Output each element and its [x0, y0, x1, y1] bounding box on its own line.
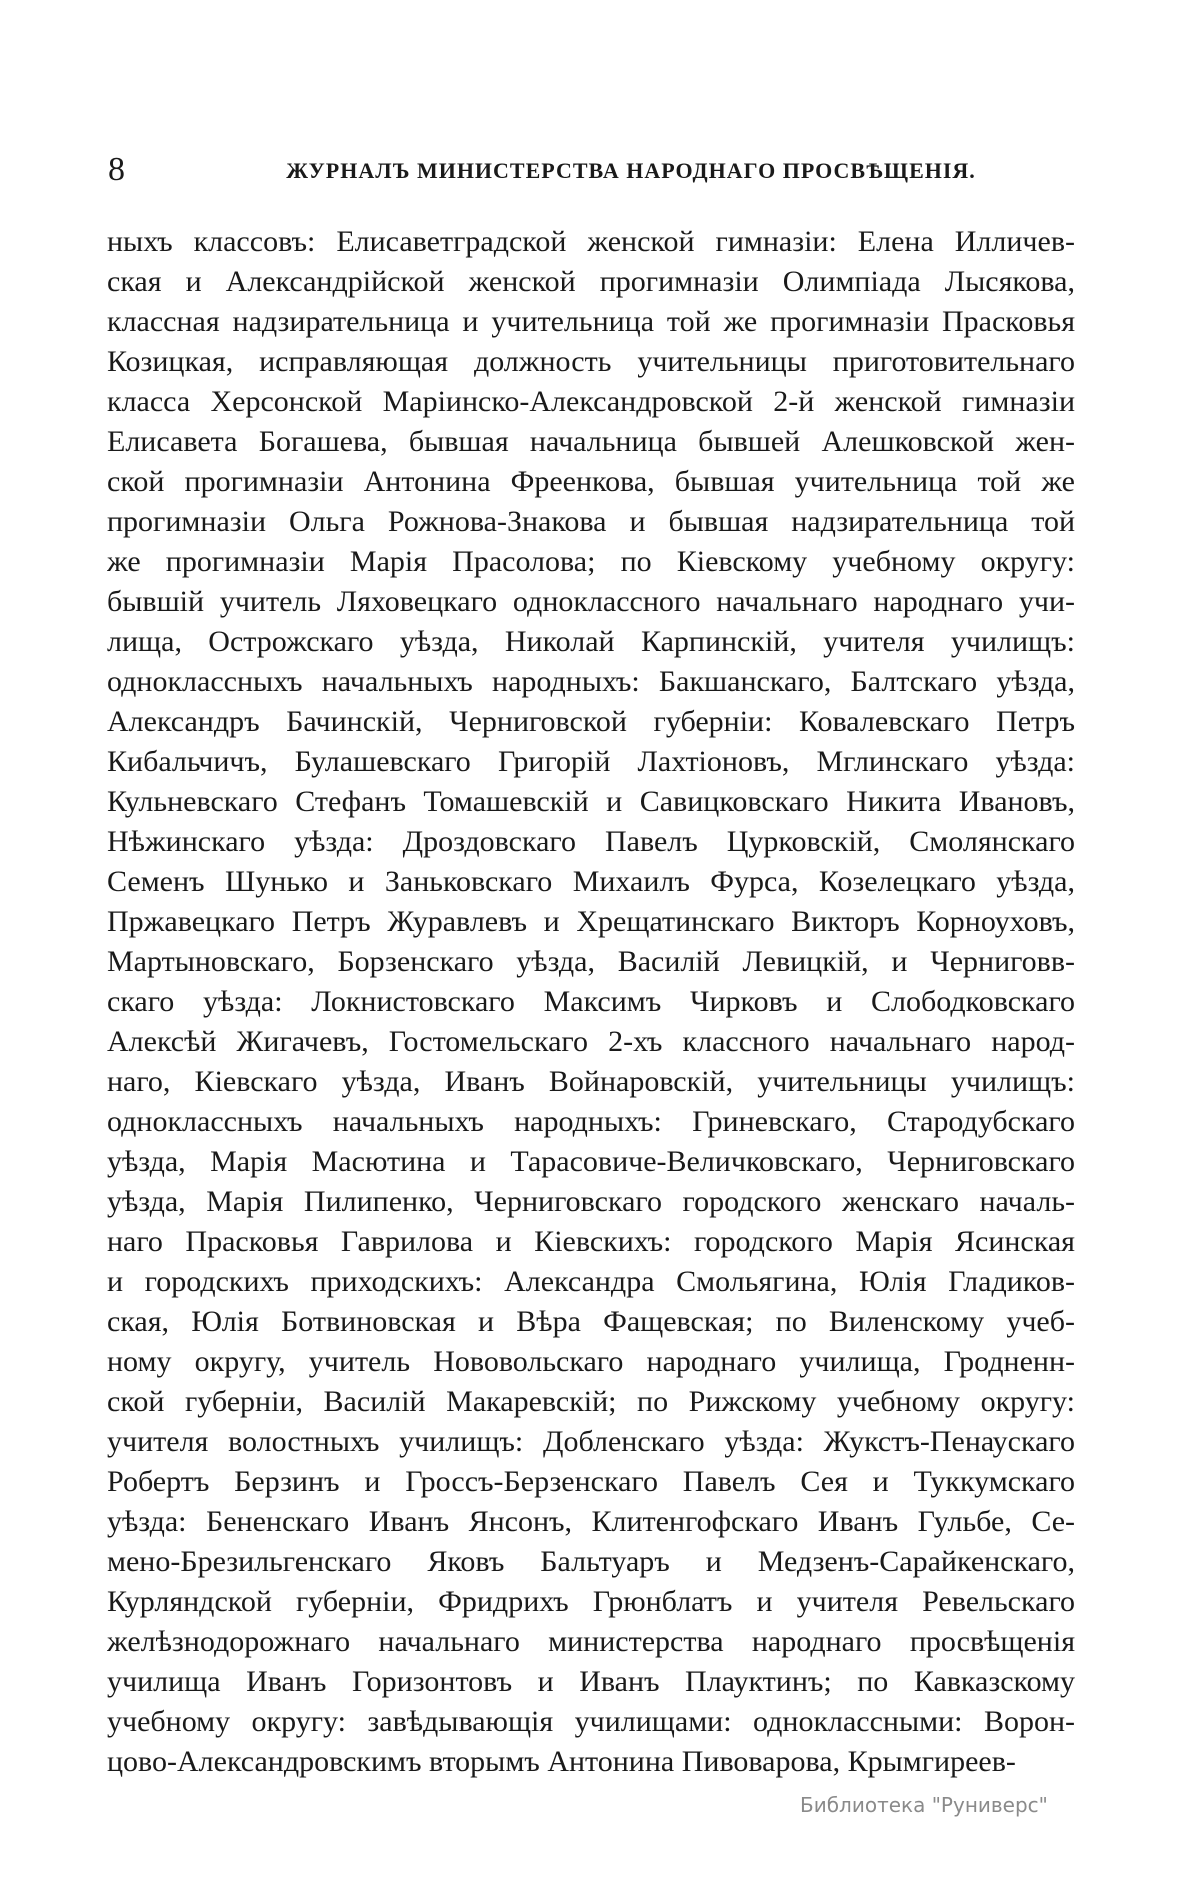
- text-line: одноклассныхъ начальныхъ народныхъ: Гриневскаго, Стародубскаго: [107, 1105, 1075, 1138]
- text-line: и городскихъ приходскихъ: Александра Смольягина, Юлія Гладиков-: [107, 1265, 1075, 1298]
- page-header: [108, 150, 1074, 190]
- text-line: Александръ Бачинскій, Черниговской губерніи: Ковалевскаго Петръ: [107, 705, 1075, 738]
- text-line: бывшій учитель Ляховецкаго одноклассного начальнаго народнаго учи-: [107, 585, 1075, 618]
- text-line: классная надзирательница и учительница той же прогимназіи Прасковья: [107, 305, 1075, 338]
- text-line: Кибальчичъ, Булашевскаго Григорій Лахтіоновъ, Мглинскаго уѣзда:: [107, 745, 1075, 778]
- text-line: класса Херсонской Маріинско-Александровской 2-й женской гимназіи: [107, 385, 1075, 418]
- text-line: уѣзда, Марія Пилипенко, Черниговскаго городского женскаго началь-: [107, 1185, 1075, 1218]
- text-line: ской губерніи, Василій Макаревскій; по Рижскому учебному округу:: [107, 1385, 1075, 1418]
- text-line: скаго уѣзда: Локнистовскаго Максимъ Чирковъ и Слободковскаго: [107, 985, 1075, 1018]
- text-line: уѣзда, Марія Масютина и Тарасовиче-Величковскаго, Черниговскаго: [107, 1145, 1075, 1178]
- text-line: лища, Острожскаго уѣзда, Николай Карпинскій, учителя училищъ:: [107, 625, 1075, 658]
- text-line: ныхъ классовъ: Елисаветградской женской гимназіи: Елена Илличев-: [107, 225, 1075, 258]
- text-line: Кульневскаго Стефанъ Томашевскій и Савицковскаго Никита Ивановъ,: [107, 785, 1075, 818]
- text-line: ской прогимназіи Антонина Фреенкова, бывшая учительница той же: [107, 465, 1075, 498]
- text-line: Мартыновскаго, Борзенскаго уѣзда, Василій Левицкій, и Черниговв-: [107, 945, 1075, 978]
- text-line: ному округу, учитель Нововольскаго народнаго училища, Гродненн-: [107, 1345, 1075, 1378]
- text-line: прогимназіи Ольга Рожнова-Знакова и бывшая надзирательница той: [107, 505, 1075, 538]
- text-line: учебному округу: завѣдывающія училищами: одноклассными: Ворон-: [107, 1705, 1075, 1738]
- text-line: Пржавецкаго Петръ Журавлевъ и Хрещатинскаго Викторъ Корноуховъ,: [107, 905, 1075, 938]
- text-line: уѣзда: Бененскаго Иванъ Янсонъ, Клитенгофскаго Иванъ Гульбе, Се-: [107, 1505, 1075, 1538]
- text-line: Алексѣй Жигачевъ, Гостомельскаго 2-хъ классного начальнаго народ-: [107, 1025, 1075, 1058]
- text-line: наго, Кіевскаго уѣзда, Иванъ Войнаровскій, учительницы училищъ:: [107, 1065, 1075, 1098]
- text-line: Елисавета Богашева, бывшая начальница бывшей Алешковской жен-: [107, 425, 1075, 458]
- text-line: одноклассныхъ начальныхъ народныхъ: Бакшанскаго, Балтскаго уѣзда,: [107, 665, 1075, 698]
- text-line: ская, Юлія Ботвиновская и Вѣра Фащевская; по Виленскому учеб-: [107, 1305, 1075, 1338]
- text-line: наго Прасковья Гаврилова и Кіевскихъ: городского Марія Ясинская: [107, 1225, 1075, 1258]
- text-line: Семенъ Шунько и Заньковскаго Михаилъ Фурса, Козелецкаго уѣзда,: [107, 865, 1075, 898]
- library-watermark: Библиотека "Руниверс": [800, 1793, 1048, 1817]
- text-line: училища Иванъ Горизонтовъ и Иванъ Плауктинъ; по Кавказскому: [107, 1665, 1075, 1698]
- text-line: же прогимназіи Марія Прасолова; по Кіевскому учебному округу:: [107, 545, 1075, 578]
- text-line: мено-Брезильгенскаго Яковъ Бальтуаръ и Медзенъ-Сарайкенскаго,: [107, 1545, 1075, 1578]
- text-line: ская и Александрійской женской прогимназіи Олимпіада Лысякова,: [107, 265, 1075, 298]
- text-line: Робертъ Берзинъ и Гроссъ-Берзенскаго Павелъ Сея и Туккумскаго: [107, 1465, 1075, 1498]
- text-line: цово-Александровскимъ вторымъ Антонина Пивоварова, Крымгиреев-: [107, 1745, 1016, 1778]
- text-line: Нѣжинскаго уѣзда: Дроздовскаго Павелъ Цурковскій, Смолянскаго: [107, 825, 1075, 858]
- text-line: Козицкая, исправляющая должность учительницы приготовительнаго: [107, 345, 1075, 378]
- text-line: Курляндской губерніи, Фридрихъ Грюнблатъ и учителя Ревельскаго: [107, 1585, 1075, 1618]
- text-line: желѣзнодорожнаго начальнаго министерства народнаго просвѣщенія: [107, 1625, 1075, 1658]
- body-text: [107, 222, 1075, 1782]
- text-line: учителя волостныхъ училищъ: Добленскаго уѣзда: Жукстъ-Пенаускаго: [107, 1425, 1075, 1458]
- page-number: 8: [108, 151, 125, 188]
- running-title: ЖУРНАЛЪ МИНИСТЕРСТВА НАРОДНАГО ПРОСВѢЩЕНІЯ.: [286, 158, 976, 183]
